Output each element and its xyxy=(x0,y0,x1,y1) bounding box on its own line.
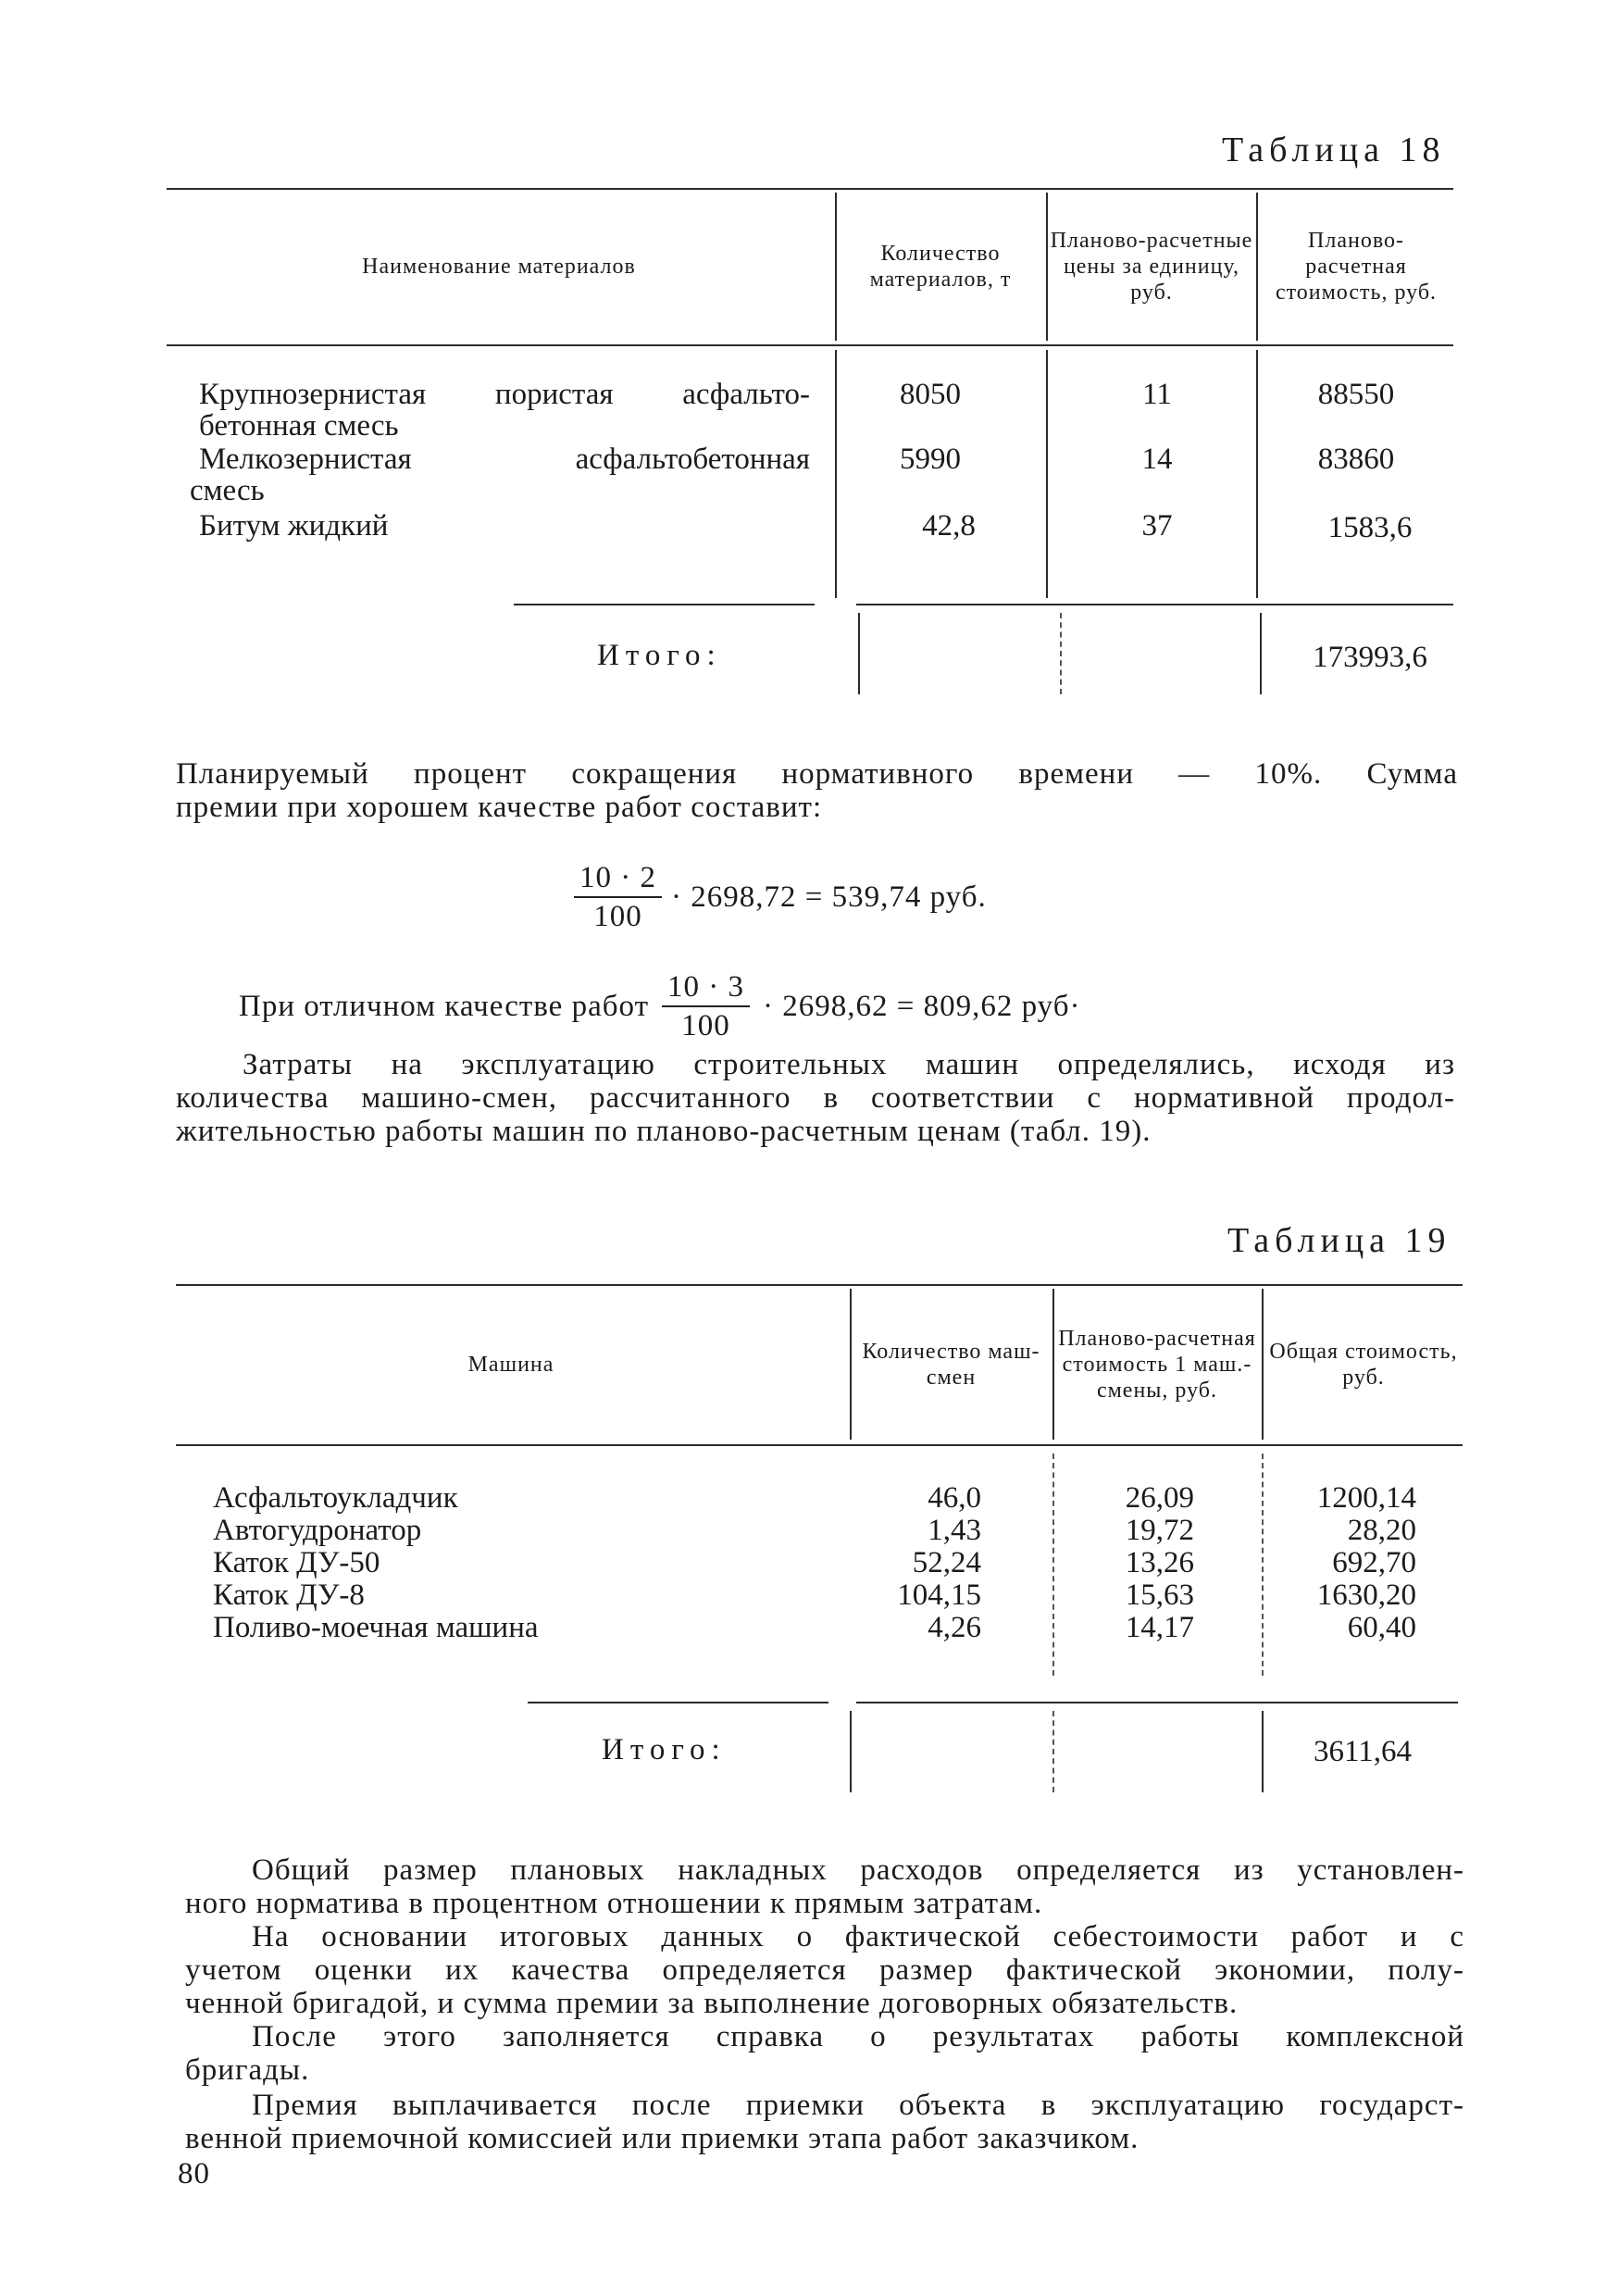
table19-col-divider xyxy=(850,1711,852,1792)
table18-row-qty: 5990 xyxy=(900,443,961,476)
table18-col-divider xyxy=(1060,613,1062,694)
table19-row-name: Каток ДУ-50 xyxy=(213,1546,380,1579)
formula-2-fraction xyxy=(662,970,750,1042)
table18-row-name: Мелкозернистая асфальтобетонная xyxy=(199,443,810,476)
formula-1-numerator: 10 · 2 xyxy=(574,861,662,898)
table19-caption: Таблица 19 xyxy=(1227,1221,1451,1260)
table19-header-shifts: Количество маш-смен xyxy=(862,1339,1040,1390)
table19-col-divider xyxy=(850,1289,852,1440)
table18-col-divider xyxy=(1256,193,1258,341)
table19-row-name: Каток ДУ-8 xyxy=(213,1578,365,1612)
table19-row-cost: 1200,14 xyxy=(1316,1481,1416,1515)
paragraph-line: учетом оценки их качества определяется размер фактической экономии, полу- xyxy=(185,1953,1464,1987)
table19-col-divider xyxy=(1052,1289,1054,1440)
table18-header-qty: Количество материалов, т xyxy=(869,242,1012,292)
table18-col-divider xyxy=(1256,350,1258,598)
table18-row-qty: 42,8 xyxy=(922,509,976,543)
table18-row-qty: 8050 xyxy=(900,378,961,411)
table19-col-divider xyxy=(1262,1289,1264,1440)
table18-header-price: Планово-расчетные цены за единицу, руб. xyxy=(1050,229,1253,305)
table18-col-divider xyxy=(835,350,837,598)
paragraph-line: Планируемый процент сокращения нормативного времени — 10%. Сумма xyxy=(176,757,1458,791)
table19-row-shifts: 104,15 xyxy=(897,1578,981,1612)
table18-row-name: Битум жидкий xyxy=(199,509,389,543)
formula-1 xyxy=(574,861,987,933)
table18-col-divider xyxy=(858,613,860,694)
table19-row-price: 14,17 xyxy=(1125,1611,1194,1644)
paragraph-line: После этого заполняется справка о результатах работы комплексной xyxy=(252,2020,1464,2053)
paragraph-line: венной приемочной комиссией или приемки этапа работ заказчиком. xyxy=(185,2122,1140,2155)
table19-col-divider xyxy=(1052,1454,1054,1676)
table19-col-divider xyxy=(1262,1454,1264,1676)
table19-total-label: Итого: xyxy=(602,1733,727,1766)
table19-row-name: Поливо-моечная машина xyxy=(213,1611,539,1644)
table19-row-price: 19,72 xyxy=(1125,1514,1194,1547)
table18-col-divider xyxy=(1046,193,1048,341)
formula-1-denominator: 100 xyxy=(593,900,642,933)
table18-total-label: Итого: xyxy=(597,639,722,672)
table18-caption: Таблица 18 xyxy=(1222,131,1446,169)
table19-row-cost: 60,40 xyxy=(1347,1611,1416,1644)
table18-header-cost: Планово-расчетная стоимость, руб. xyxy=(1275,229,1438,305)
paragraph-line: Премия выплачивается после приемки объекта в эксплуатацию государст- xyxy=(252,2089,1464,2122)
table18-col-divider xyxy=(1046,350,1048,598)
table19-row-price: 26,09 xyxy=(1125,1481,1194,1515)
table18-row-cost: 83860 xyxy=(1317,443,1395,476)
table19-row-name: Асфальтоукладчик xyxy=(213,1481,458,1515)
table19-row-cost: 692,70 xyxy=(1332,1546,1416,1579)
paragraph-line: Затраты на эксплуатацию строительных машин определялись, исходя из xyxy=(243,1048,1455,1081)
paragraph-line: На основании итоговых данных о фактической себестоимости работ и с xyxy=(252,1920,1464,1953)
page-number: 80 xyxy=(178,2157,210,2190)
paragraph-line: бригады. xyxy=(185,2053,310,2087)
table19-row-name: Автогудронатор xyxy=(213,1514,422,1547)
table19-top-rule xyxy=(176,1284,1463,1286)
table19-col-divider xyxy=(1262,1711,1264,1792)
table19-row-shifts: 4,26 xyxy=(928,1611,981,1644)
table19-header-rule xyxy=(176,1444,1463,1446)
table18-row-name-cont: бетонная смесь xyxy=(199,409,399,443)
paragraph-line: Общий размер плановых накладных расходов определяется из установлен- xyxy=(252,1853,1464,1887)
table18-row-name-cont: смесь xyxy=(190,474,265,507)
table18-total-value: 173993,6 xyxy=(1313,641,1427,674)
table18-row-price: 11 xyxy=(1142,378,1172,411)
table19-row-price: 13,26 xyxy=(1125,1546,1194,1579)
table18-col-divider xyxy=(1260,613,1262,694)
paragraph-line: количества машино-смен, рассчитанного в соответствии с нормативной продол- xyxy=(176,1081,1455,1115)
table19-row-cost: 1630,20 xyxy=(1316,1578,1416,1612)
formula-1-rest: · 2698,72 = 539,74 руб. xyxy=(671,880,987,914)
table19-total-rule xyxy=(856,1702,1458,1703)
table18-total-rule xyxy=(856,604,1453,605)
table18-row-price: 37 xyxy=(1141,509,1173,543)
table19-row-price: 15,63 xyxy=(1125,1578,1194,1612)
formula-2-rest: · 2698,62 = 809,62 руб· xyxy=(763,990,1081,1023)
table19-row-shifts: 52,24 xyxy=(912,1546,981,1579)
formula-1-fraction xyxy=(574,861,662,933)
paragraph-line: жительностью работы машин по планово-расчетным ценам (табл. 19). xyxy=(176,1115,1152,1148)
table18-row-name: Крупнозернистая пористая асфальто- xyxy=(199,378,810,411)
paragraph-line: ного норматива в процентном отношении к прямым затратам. xyxy=(185,1887,1043,1920)
table19-col-divider xyxy=(1052,1711,1054,1792)
table18-row-cost: 88550 xyxy=(1317,378,1395,411)
table18-row-price: 14 xyxy=(1141,443,1173,476)
paragraph-line: ченной бригадой, и сумма премии за выполнение договорных обязательств. xyxy=(185,1987,1239,2020)
table18-header-rule xyxy=(167,344,1453,346)
table19-total-value: 3611,64 xyxy=(1313,1735,1412,1768)
table19-header-name: Машина xyxy=(467,1352,554,1377)
table19-total-rule xyxy=(528,1702,828,1703)
formula-2-numerator: 10 · 3 xyxy=(662,970,750,1007)
paragraph-line: премии при хорошем качестве работ составит: xyxy=(176,791,823,824)
table18-row-cost: 1583,6 xyxy=(1327,511,1413,544)
table18-header-name: Наименование материалов xyxy=(362,255,636,279)
table18-total-rule xyxy=(514,604,815,605)
table18-top-rule xyxy=(167,188,1453,190)
table19-header-price: Планово-расчетная стоимость 1 маш.-смены, руб. xyxy=(1058,1326,1256,1403)
table19-row-cost: 28,20 xyxy=(1347,1514,1416,1547)
table18-col-divider xyxy=(835,193,837,341)
formula-2 xyxy=(239,970,1081,1042)
table19-row-shifts: 1,43 xyxy=(928,1514,981,1547)
table19-row-shifts: 46,0 xyxy=(928,1481,981,1515)
formula-2-denominator: 100 xyxy=(681,1009,730,1042)
table19-header-cost: Общая стоимость, руб. xyxy=(1269,1339,1458,1390)
formula-2-prefix: При отличном качестве работ xyxy=(239,990,649,1023)
